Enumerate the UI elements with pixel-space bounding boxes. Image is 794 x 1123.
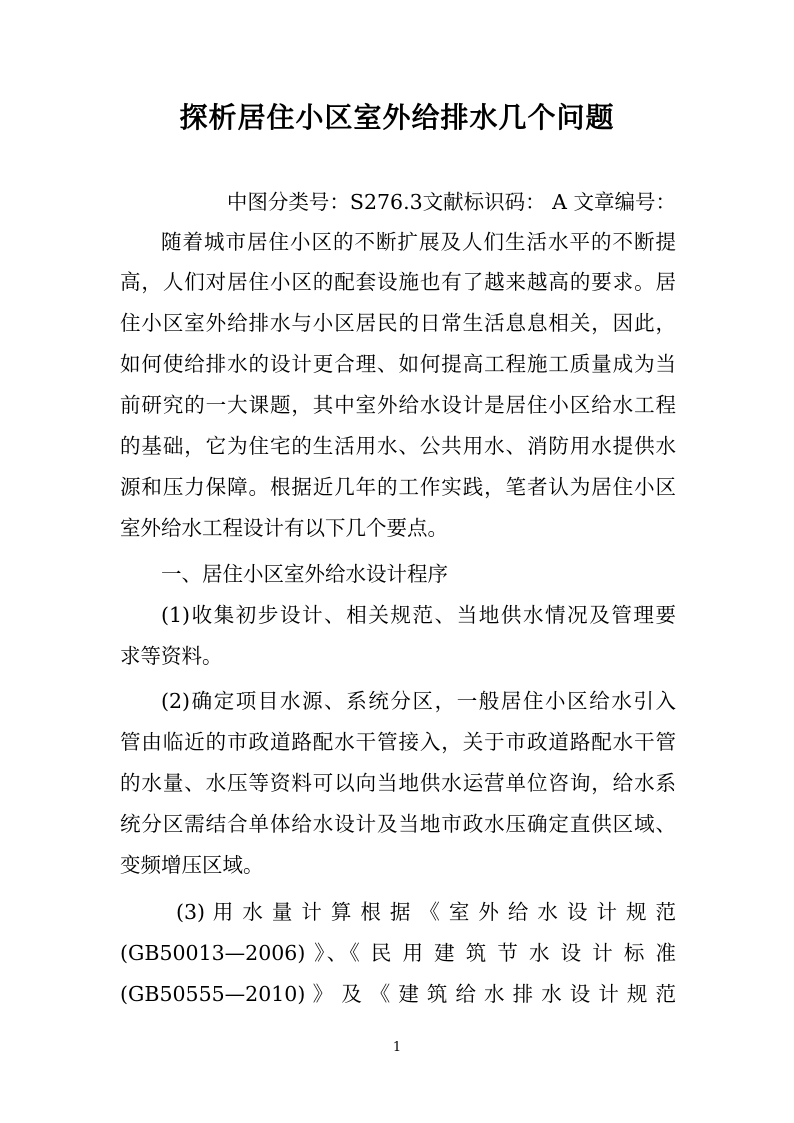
- paragraph-line: 室外给水工程设计有以下几个要点。: [120, 516, 448, 540]
- paragraph-line: 随着城市居住小区的不断扩展及人们生活水平的不断提: [161, 230, 676, 254]
- paragraph-line: 前研究的一大课题，其中室外给水设计是居住小区给水工程: [120, 393, 676, 417]
- paragraph-line: (GB50555—2010) 》 及 《 建 筑 给 水 排 水 设 计 规 范: [120, 982, 676, 1006]
- paragraph-line: (3) 用 水 量 计 算 根 据 《 室 外 给 水 设 计 规 范: [176, 900, 676, 924]
- paragraph-line: 管由临近的市政道路配水干管接入，关于市政道路配水干管: [120, 730, 676, 754]
- classification-line: 中图分类号：S276.3文献标识码： A 文章编号：: [226, 190, 676, 214]
- paragraph-line: 高，人们对居住小区的配套设施也有了越来越高的要求。居: [120, 270, 676, 294]
- paragraph-line: 求等资料。: [120, 644, 223, 668]
- document-title: 探析居住小区室外给排水几个问题: [179, 101, 615, 134]
- paragraph-line: (2)确定项目水源、系统分区，一般居住小区给水引入: [161, 689, 676, 713]
- section-heading: 一、居住小区室外给水设计程序: [161, 562, 448, 586]
- paragraph-line: 源和压力保障。根据近几年的工作实践，笔者认为居住小区: [120, 475, 676, 499]
- paragraph-line: 变频增压区域。: [120, 853, 264, 877]
- paragraph-line: 的水量、水压等资料可以向当地供水运营单位咨询，给水系: [120, 771, 676, 795]
- paragraph-line: (GB50013—2006) 》、《 民 用 建 筑 节 水 设 计 标 准: [120, 941, 676, 965]
- document-body: [120, 0, 676, 1123]
- paragraph-line: 统分区需结合单体给水设计及当地市政水压确定直供区域、: [120, 812, 676, 836]
- paragraph-line: 住小区室外给排水与小区居民的日常生活息息相关，因此，: [120, 311, 676, 335]
- paragraph-line: 如何使给排水的设计更合理、如何提高工程施工质量成为当: [120, 352, 676, 376]
- paragraph-line: 的基础，它为住宅的生活用水、公共用水、消防用水提供水: [120, 434, 676, 458]
- paragraph-line: (1)收集初步设计、相关规范、当地供水情况及管理要: [161, 603, 676, 627]
- page-number: 1: [392, 1040, 402, 1055]
